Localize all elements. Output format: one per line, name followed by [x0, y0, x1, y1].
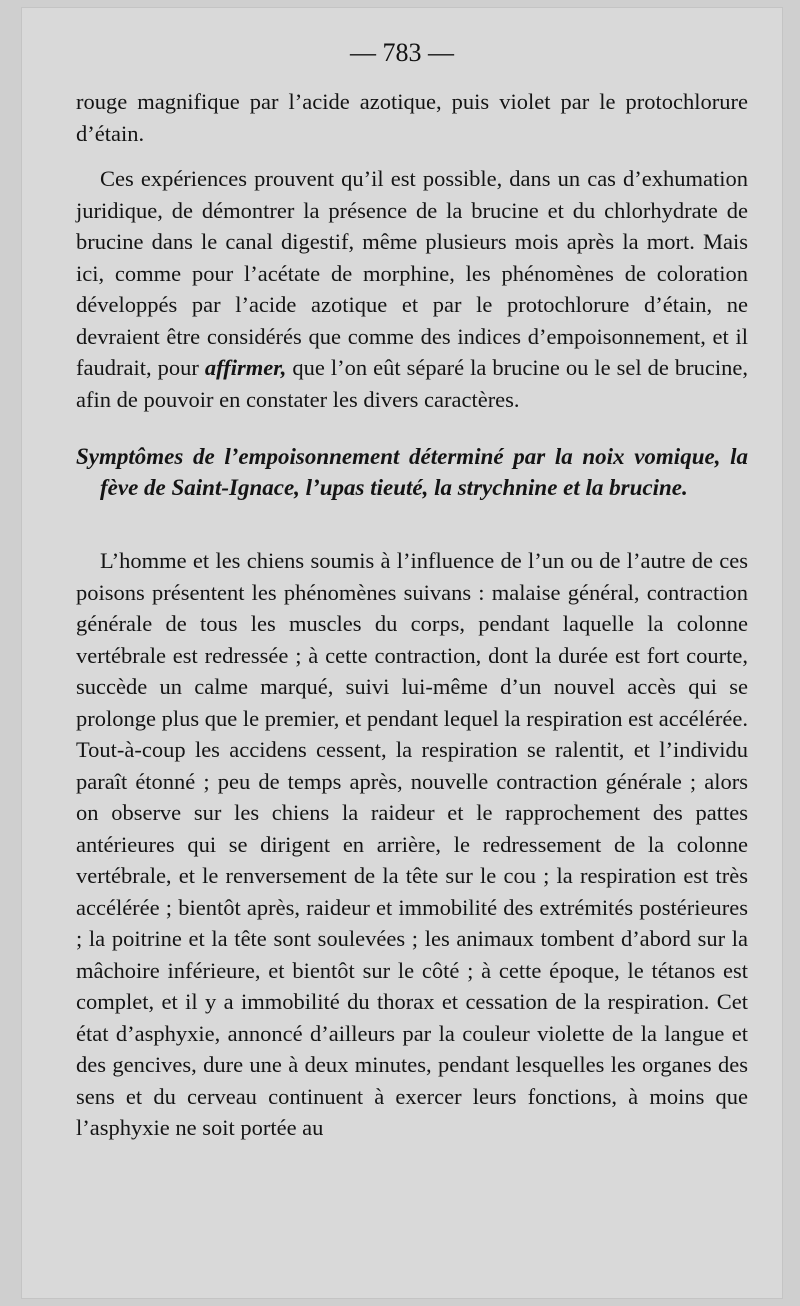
paragraph-experiments-part-b: que l’on eût séparé la brucine ou le sel de brucine, afin de pouvoir en constater les divers caractères.: [76, 355, 749, 412]
emphasis-affirmer: affirmer,: [204, 355, 287, 380]
paragraph-experiments-part-a: Ces expériences prouvent qu’il est possible, dans un cas d’exhumation juridique, de démontrer la présence de la brucine et du chlorhydrate de brucine dans le canal digestif, même plusieurs mois après la mort. Mais ici, comme pour l’acétate de morphine, les phénomènes de coloration développés par l’acide azotique et par le protochlorure d’étain, ne devraient être considérés que comme des indices d’empoisonnement, et il faudrait, pour: [76, 166, 748, 380]
paragraph-symptoms: L’homme et les chiens soumis à l’influence de l’un ou de l’autre de ces poisons présentent les phénomènes suivans : malaise général, contraction générale de tous les muscles du corps, pendant laquelle la colonne vertébrale est redressée ; à cette contraction, dont la durée est fort courte, succède un calme marqué, suivi lui-même d’un nouvel accès qui se prolonge plus que le premier, et pendant lequel la respiration est accélérée. Tout-à-coup les accidens cessent, la respiration se ralentit, et l’individu paraît étonné ; peu de temps après, nouvelle contraction générale ; alors on observe sur les chiens la raideur et le rapprochement des pattes antérieures qui se dirigent en arrière, le redressement de la colonne vertébrale, et le renversement de la tête sur le cou ; la respiration est très accélérée ; bientôt après, raideur et immobilité des extrémités postérieures ; la poitrine et la tête sont soulevées ; les animaux tombent d’abord sur la mâchoire inférieure, et bientôt sur le côté ; à cette époque, le tétanos est complet, et il y a immobilité du thorax et cessation de la respiration. Cet état d’asphyxie, annoncé d’ailleurs par la couleur violette de la langue et des gencives, dure une à deux minutes, pendant lesquelles les organes des sens et du cerveau continuent à exercer leurs fonctions, à moins que l’asphyxie ne soit portée au: [76, 548, 748, 1140]
paragraph-experiments: [76, 163, 748, 415]
section-heading: Symptômes de l’empoisonnement déterminé par la noix vomique, la fève de Saint-Ignace, l’upas tieuté, la strychnine et la brucine.: [76, 444, 748, 500]
paragraph-continuation: rouge magnifique par l’acide azotique, puis violet par le protochlorure d’étain.: [76, 89, 748, 146]
book-page: [22, 8, 782, 1298]
page-number: — 783 —: [350, 38, 454, 67]
body-text: [76, 86, 748, 1144]
